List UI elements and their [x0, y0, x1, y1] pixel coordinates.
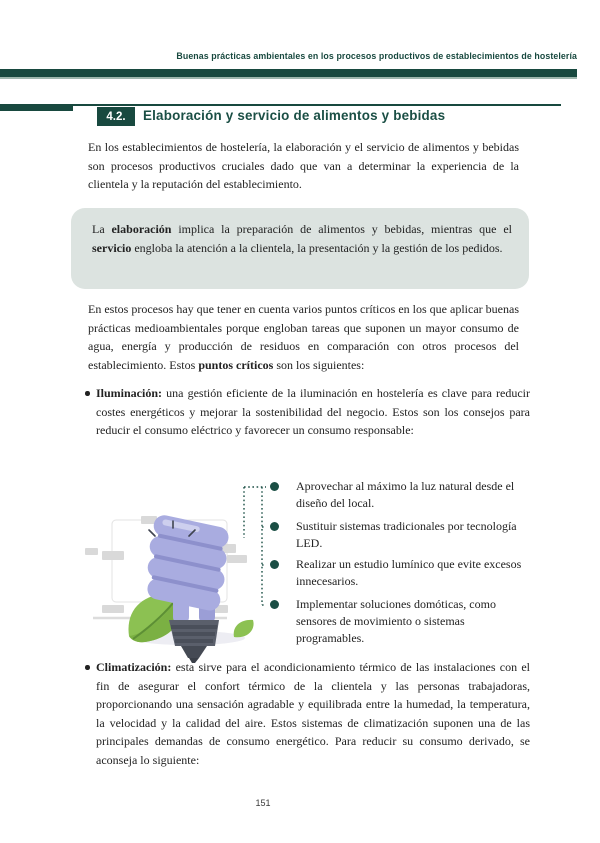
list-bullet-icon [85, 665, 90, 670]
header-rule [0, 69, 577, 79]
tip-item [296, 556, 528, 590]
tip-item [296, 518, 528, 552]
list-bullet-icon [85, 391, 90, 396]
running-header: Buenas prácticas ambientales en los procesos productivos de establecimientos de hostelería [176, 51, 577, 61]
bullet-climatizacion-text: Climatización: esta sirve para el acondicionamiento térmico de las instalaciones con el fin de asegurar el confort térmico de la clientela y las personas trabajadoras, proporcionando una sensación agradable y equilibrada entre la humedad, la temperatura, la velocidad y la calidad del aire. Estos sistemas de climatización suponen una de las principales demandas de consumo energético. Para reducir su consumo derivado, se aconseja lo siguiente: [96, 660, 530, 767]
bullet-item-climatizacion [85, 658, 530, 770]
section-number-badge: 4.2. [97, 107, 135, 126]
tip-text: Sustituir sistemas tradicionales por tecnología LED. [296, 519, 517, 550]
bullet-item-iluminacion [85, 384, 530, 440]
tip-text: Implementar soluciones domóticas, como sensores de movimiento o sistemas programables. [296, 597, 496, 645]
section-title: Elaboración y servicio de alimentos y bebidas [143, 108, 446, 123]
tip-bullet-icon [270, 600, 279, 609]
callout-text: La elaboración implica la preparación de alimentos y bebidas, mientras que el servicio engloba la atención a la clientela, la presentación y la gestión de los pedidos. [92, 222, 512, 255]
section-heading-line [0, 104, 561, 106]
tip-text: Realizar un estudio lumínico que evite excesos innecesarios. [296, 557, 522, 588]
tip-item [296, 596, 528, 647]
critical-points-paragraph: En estos procesos hay que tener en cuenta varios puntos críticos en los que aplicar buenas prácticas medioambientales porque engloban tareas que suponen un mayor consumo de agua, energía y producción de residuos en comparación con otros procesos del establecimiento. Estos puntos críticos son los siguientes: [88, 302, 519, 372]
dotted-connector-lines [230, 470, 290, 612]
tip-bullet-icon [270, 560, 279, 569]
intro-paragraph: En los establecimientos de hostelería, la elaboración y el servicio de alimentos y bebidas son procesos productivos cruciales dado que van a determinar la experiencia de la clientela y la reputación del establecimiento. [88, 140, 519, 192]
bulb-base-icon [169, 620, 219, 663]
tip-text: Aprovechar al máximo la luz natural desde el diseño del local. [296, 479, 515, 510]
tip-item [296, 478, 528, 512]
bullet-iluminacion-text: Iluminación: una gestión eficiente de la iluminación en hostelería es clave para reducir costes energéticos y mejorar la sostenibilidad del negocio. Estos son los consejos para reducir el consumo eléctrico y favorecer un consumo responsable: [96, 386, 530, 438]
tip-bullet-icon [270, 522, 279, 531]
section-heading-bar [0, 104, 73, 111]
page-number: 151 [255, 798, 271, 808]
tip-bullet-icon [270, 482, 279, 491]
